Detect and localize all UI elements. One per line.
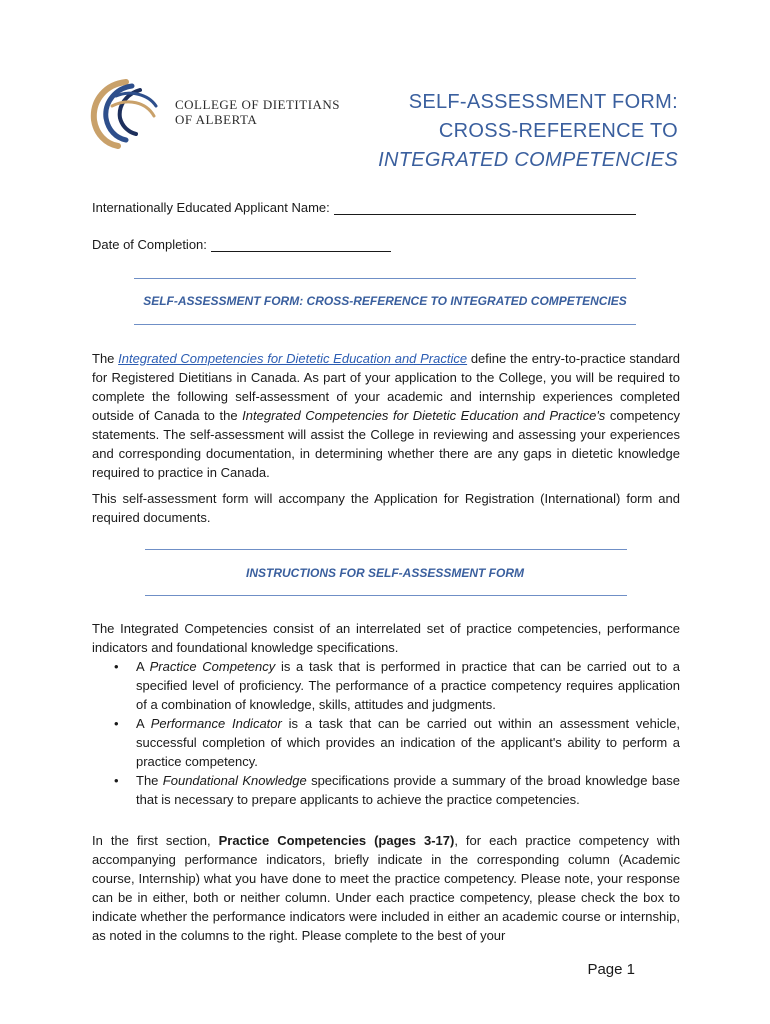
bullet-pre: The <box>136 773 163 788</box>
accompany-paragraph: This self-assessment form will accompany the Application for Registration (International) form and required documents. <box>92 491 680 525</box>
section-heading-self-assessment: SELF-ASSESSMENT FORM: CROSS-REFERENCE TO INTEGRATED COMPETENCIES <box>143 294 627 308</box>
applicant-name-field <box>92 200 636 215</box>
applicant-name-input-line[interactable] <box>334 202 636 215</box>
completion-date-field <box>92 237 391 252</box>
bullet-term: Foundational Knowledge <box>162 773 307 788</box>
bullet-pre: A <box>136 716 151 731</box>
title-line-3: INTEGRATED COMPETENCIES <box>378 149 678 171</box>
instructions-rule-bottom <box>145 595 627 596</box>
list-item <box>110 771 680 809</box>
p3-start: In the first section, <box>92 833 219 848</box>
title-line-2: CROSS-REFERENCE TO <box>438 120 678 142</box>
completion-date-label: Date of Completion: <box>92 237 207 252</box>
bullet-icon: • <box>114 773 119 788</box>
intro-text-italic: Integrated Competencies for Dietetic Education and Practice's <box>242 408 606 423</box>
section-rule-bottom <box>134 324 636 325</box>
intro-text-middle: define the entry-to-practice standard for Registered Dietitians in Canada. As part of your application to the College, you will be required to complete the following self-assessment of your academic and internship experiences completed outside of Canada to the <box>92 351 680 423</box>
list-item <box>110 657 680 714</box>
college-logo-icon <box>86 76 176 150</box>
section-heading-instructions: INSTRUCTIONS FOR SELF-ASSESSMENT FORM <box>245 566 524 580</box>
list-item <box>110 714 680 771</box>
p3-end: , for each practice competency with accompanying performance indicators, briefly indicate in the corresponding column (Academic course, Internship) what you have done to meet the practice competency. Please note, your response can be in either, both or neither column. Under each practice competency, please check the box to indicate whether the performance indicators were included in either an academic course or internship, as noted in the columns to the right. Please complete to the best of your <box>92 833 680 943</box>
bullet-text: is a task that is performed in practice that can be carried out to a specified level of proficiency. The performance of a practice competency requires application of a combination of knowledge, skills, attitudes and judgments. <box>136 659 680 712</box>
organization-name <box>175 97 340 127</box>
bullet-text: is a task that can be carried out within an assessment vehicle, successful completion of which provides an indication of the applicant's ability to perform a practice competency. <box>136 716 680 769</box>
org-line-1: COLLEGE OF DIETITIANS <box>175 97 341 112</box>
document-title <box>378 88 678 175</box>
bullet-pre: A <box>136 659 150 674</box>
intro-paragraph <box>92 349 680 482</box>
instructions-rule-top <box>145 549 627 550</box>
p3-bold: Practice Competencies (pages 3-17) <box>218 833 455 848</box>
bullet-term: Performance Indicator <box>150 716 282 731</box>
completion-date-input-line[interactable] <box>211 239 391 252</box>
bullet-icon: • <box>114 659 119 674</box>
first-section-paragraph <box>92 831 680 945</box>
page-number: Page 1 <box>587 961 635 978</box>
section-rule-top <box>134 278 636 279</box>
definitions-list <box>110 657 680 809</box>
integrated-competencies-link[interactable]: Integrated Competencies for Dietetic Education and Practice <box>118 351 468 366</box>
intro-text-end: competency statements. The self-assessment will assist the College in reviewing and assessing your experiences and corresponding documentation, in determining whether there are any gaps in dietetic knowledge required to practice in Canada. <box>92 408 680 480</box>
bullet-term: Practice Competency <box>149 659 276 674</box>
bullet-icon: • <box>114 716 119 731</box>
applicant-name-label: Internationally Educated Applicant Name: <box>92 200 330 215</box>
title-line-1: SELF-ASSESSMENT FORM: <box>408 91 678 113</box>
intro-text-start: The <box>92 351 119 366</box>
bullet-text: specifications provide a summary of the broad knowledge base that is necessary to prepare applicants to achieve the practice competencies. <box>136 773 681 807</box>
org-line-2: OF ALBERTA <box>175 112 258 127</box>
instructions-intro: The Integrated Competencies consist of an interrelated set of practice competencies, performance indicators and foundational knowledge specifications. <box>92 621 680 655</box>
